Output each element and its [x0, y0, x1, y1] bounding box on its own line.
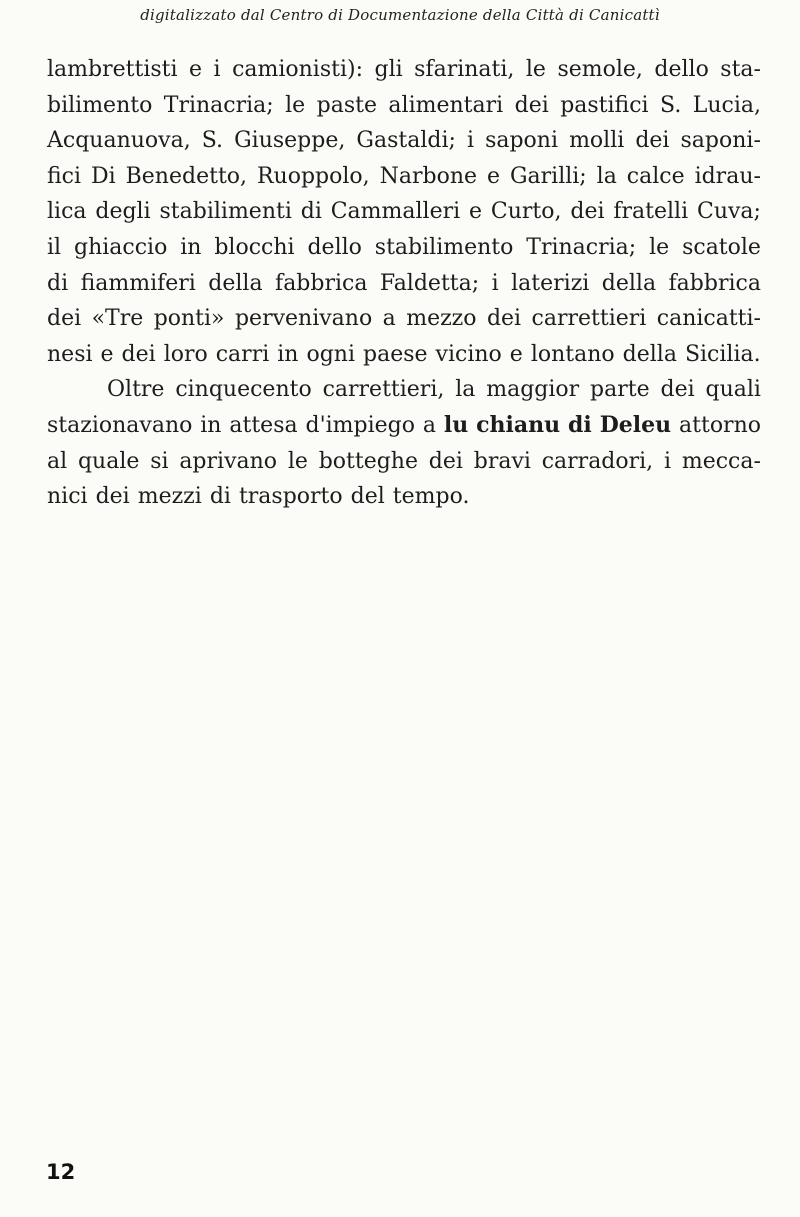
word: Sicilia.: [684, 341, 761, 367]
word: di: [47, 270, 69, 296]
word: idrau-: [694, 163, 761, 189]
word: Ruoppolo,: [256, 163, 370, 189]
word: al: [47, 448, 68, 474]
word: gli: [374, 57, 403, 82]
word: blocchi: [214, 234, 295, 260]
word: i: [466, 128, 475, 154]
word: Benedetto,: [125, 163, 248, 189]
word: trasporto: [238, 484, 343, 510]
text-line: [47, 408, 761, 444]
word: nici: [47, 484, 88, 510]
word: e: [100, 341, 114, 367]
word: calce: [626, 163, 685, 189]
word: bilimento: [47, 92, 153, 118]
word: dei: [47, 306, 82, 332]
word: e: [469, 199, 483, 225]
word: fiammiferi: [80, 270, 196, 296]
word: maggior: [486, 377, 580, 403]
word: laterizi: [511, 270, 590, 296]
word: saponi-: [680, 128, 761, 154]
text-line: [47, 230, 761, 266]
word: e: [509, 341, 523, 367]
word: lambrettisti: [47, 57, 178, 82]
word: Trinacria;: [526, 234, 637, 260]
word: Oltre: [107, 377, 165, 403]
word: vicino: [435, 341, 502, 367]
bold-word: di: [568, 411, 592, 438]
word: i: [213, 57, 221, 82]
word: Cammalleri: [330, 199, 461, 225]
page-number: 12: [46, 1160, 76, 1184]
word: quali: [705, 377, 761, 403]
text-line: [47, 159, 761, 195]
word: Trinacria;: [163, 92, 274, 118]
word: stabilimento: [374, 234, 514, 260]
word: carrettieri: [531, 306, 647, 332]
word: Curto,: [490, 199, 562, 225]
word: fabbrica: [668, 270, 761, 296]
word: cinquecento: [175, 377, 312, 403]
word: degli: [95, 199, 151, 225]
word: dei: [514, 92, 549, 118]
word: nesi: [47, 341, 93, 367]
word: S.: [660, 92, 682, 118]
word: loro: [163, 341, 208, 367]
word: mezzo: [406, 306, 477, 332]
word: Lucia,: [692, 92, 761, 118]
word: paste: [316, 92, 377, 118]
word: lontano: [530, 341, 615, 367]
word: paese: [363, 341, 428, 367]
word: Giuseppe,: [234, 128, 346, 154]
word: dei: [635, 128, 670, 154]
bold-word: chianu: [476, 411, 561, 438]
word: aprivano: [179, 448, 278, 474]
word: fici: [47, 163, 82, 189]
word: si: [150, 448, 169, 474]
word: Cuva;: [696, 199, 761, 225]
word: la: [596, 163, 617, 189]
text-line: [47, 123, 761, 159]
text-line: [47, 444, 761, 480]
text-line: [47, 266, 761, 302]
paragraph: [47, 372, 761, 514]
word: semole,: [557, 57, 643, 82]
bold-word: Deleu: [599, 411, 672, 438]
text-line: [47, 194, 761, 230]
word: a: [422, 412, 437, 438]
word: quale: [77, 448, 140, 474]
word: in: [180, 234, 202, 260]
word: attorno: [679, 412, 761, 438]
text-line: [47, 337, 761, 373]
text-line: [47, 479, 761, 515]
word: camionisti):: [232, 57, 364, 82]
word: molli: [569, 128, 625, 154]
word: carrettieri,: [322, 377, 445, 403]
word: canicatti-: [656, 306, 761, 332]
word: le: [285, 92, 306, 118]
word: «Tre: [91, 306, 144, 332]
word: dei: [660, 377, 695, 403]
word: dei: [121, 341, 156, 367]
word: a: [382, 306, 396, 332]
word: e: [486, 163, 500, 189]
word: Garilli;: [509, 163, 587, 189]
word: fabbrica: [275, 270, 368, 296]
text-line: [47, 52, 761, 88]
word: attesa: [229, 412, 298, 438]
word: le: [287, 448, 308, 474]
word: botteghe: [318, 448, 418, 474]
word: pastifici: [560, 92, 649, 118]
word: lica: [47, 199, 87, 225]
word: di: [209, 484, 231, 510]
word: bravi: [473, 448, 531, 474]
word: dello: [654, 57, 709, 82]
word: stabilimenti: [159, 199, 292, 225]
word: le: [525, 57, 546, 82]
text-line: [47, 301, 761, 337]
word: mecca-: [681, 448, 761, 474]
word: i: [491, 270, 499, 296]
word: i: [663, 448, 672, 474]
word: ghiaccio: [73, 234, 168, 260]
word: pervenivano: [234, 306, 373, 332]
word: della: [601, 270, 657, 296]
word: dei: [95, 484, 130, 510]
word: dei: [570, 199, 605, 225]
word: le: [649, 234, 670, 260]
word: di: [300, 199, 322, 225]
word: S.: [201, 128, 224, 154]
word: Acquanuova,: [47, 128, 191, 154]
word: la: [455, 377, 476, 403]
word: Narbone: [379, 163, 478, 189]
text-line: [47, 88, 761, 124]
word: tempo.: [392, 484, 470, 510]
word: sfarinati,: [414, 57, 515, 82]
word: in: [200, 412, 222, 438]
word: fratelli: [613, 199, 689, 225]
body-text: [47, 52, 761, 515]
word: saponi: [485, 128, 559, 154]
word: Faldetta;: [379, 270, 480, 296]
word: Di: [90, 163, 116, 189]
word: sta-: [720, 57, 761, 82]
word: dei: [428, 448, 463, 474]
word: del: [350, 484, 385, 510]
word: carradori,: [541, 448, 654, 474]
word: dello: [307, 234, 362, 260]
word: della: [208, 270, 263, 296]
word: ponti»: [153, 306, 225, 332]
word: d'impiego: [305, 412, 415, 438]
word: della: [622, 341, 677, 367]
word: parte: [590, 377, 650, 403]
word: scatole: [682, 234, 761, 260]
word: alimentari: [388, 92, 504, 118]
paragraph: [47, 52, 761, 372]
digitization-watermark: digitalizzato dal Centro di Documentazione della Città di Canicattì: [140, 6, 660, 24]
word: in: [277, 341, 299, 367]
bold-word: lu: [443, 411, 469, 438]
text-line: [47, 372, 761, 408]
word: carri: [215, 341, 270, 367]
word: stazionavano: [47, 412, 193, 438]
word: Gastaldi;: [356, 128, 456, 154]
word: ogni: [306, 341, 356, 367]
word: il: [47, 234, 62, 260]
word: mezzi: [137, 484, 202, 510]
word: dei: [486, 306, 522, 332]
word: e: [189, 57, 203, 82]
